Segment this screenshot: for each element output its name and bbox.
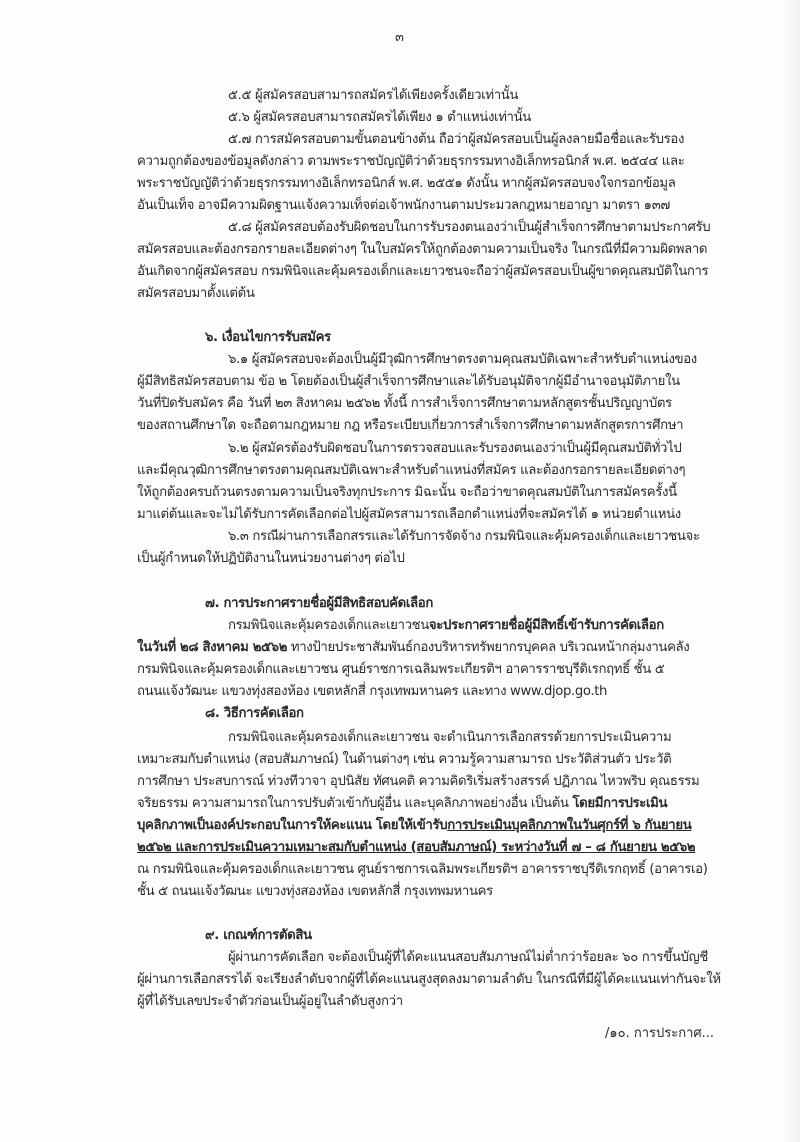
text-line bbox=[137, 793, 777, 815]
clause-6-3: ๖.๓ กรณีผ่านการเลือกสรรและได้รับการจัดจ้าง กรมพินิจและคุ้มครองเด็กและเยาวชนจะ bbox=[228, 529, 700, 544]
text-line: ของสถานศึกษาใด จะถือตามกฎหมาย กฎ หรือระเบียบเกี่ยวการสำเร็จการศึกษาตามหลักสูตรการศึกษา bbox=[137, 418, 684, 433]
text-line: ถนนแจ้งวัฒนะ แขวงทุ่งสองห้อง เขตหลักสี่ กรุงเทพมหานคร และทาง www.djop.go.th bbox=[137, 684, 608, 699]
clause-5-8: ๕.๘ ผู้สมัครสอบต้องรับผิดชอบในการรับรองตนเองว่าเป็นผู้สำเร็จการศึกษาตามประกาศรับ bbox=[228, 220, 711, 235]
text-span: ทางป้ายประชาสัมพันธ์กองบริหารทรัพยากรบุคคล บริเวณหน้ากลุ่มงานคลัง bbox=[287, 640, 690, 655]
section-heading-8: ๘. วิธีการคัดเลือก bbox=[205, 706, 304, 721]
clause-5-6: ๕.๖ ผู้สมัครสอบสามารถสมัครได้เพียง ๑ ตำแหน่งเท่านั้น bbox=[228, 110, 531, 125]
text-line: ความถูกต้องของข้อมูลดังกล่าว ตามพระราชบัญญัติว่าด้วยธุรกรรมทางอิเล็กทรอนิกส์ พ.ศ. ๒๕๔๔ และ bbox=[137, 154, 685, 169]
clause-5-5: ๕.๕ ผู้สมัครสอบสามารถสมัครได้เพียงครั้งเดียวเท่านั้น bbox=[228, 88, 519, 103]
text-span: กรมพินิจและคุ้มครองเด็กและเยาวชน bbox=[228, 618, 429, 633]
text-line: ผู้ที่ได้รับเลขประจำตัวก่อนเป็นผู้อยู่ในลำดับสูงกว่า bbox=[137, 994, 403, 1009]
text-line: เป็นผู้กำหนดให้ปฏิบัติงานในหน่วยงานต่างๆ ต่อไป bbox=[137, 551, 405, 566]
bold-text: บุคลิกภาพเป็นองค์ประกอบในการให้คะแนน โดยให้เข้ารับ bbox=[137, 818, 448, 833]
bold-text: โดยมีการประเมิน bbox=[572, 796, 668, 811]
underlined-date: การประเมินบุคลิกภาพในวันศุกร์ที่ ๖ กันยายน bbox=[447, 818, 692, 833]
text-line: การศึกษา ประสบการณ์ ท่วงทีวาจา อุปนิสัย ทัศนคติ ความคิดริเริ่มสร้างสรรค์ ปฏิภาณ ไหวพริบ คุณธรรม bbox=[137, 774, 700, 789]
bold-date: ในวันที่ ๒๘ สิงหาคม ๒๕๖๒ bbox=[137, 640, 288, 655]
text-span: จริยธรรม ความสามารถในการปรับตัวเข้ากับผู้อื่น และบุคลิกภาพอย่างอื่น เป็นต้น bbox=[137, 796, 573, 811]
text-line: อันเกิดจากผู้สมัครสอบ กรมพินิจและคุ้มครองเด็กและเยาวชนจะถือว่าผู้สมัครสอบเป็นผู้ขาดคุณสมบัติในการ bbox=[137, 264, 709, 279]
section-heading-7: ๗. การประกาศรายชื่อผู้มีสิทธิสอบคัดเลือก bbox=[205, 596, 433, 611]
text-line: สมัครสอบมาตั้งแต่ต้น bbox=[137, 286, 255, 301]
continuation-marker: /๑๐. การประกาศ... bbox=[605, 1026, 715, 1041]
selection-paragraph: กรมพินิจและคุ้มครองเด็กและเยาวชน จะดำเนินการเลือกสรรด้วยการประเมินความ bbox=[228, 730, 672, 745]
text-line: ผู้ผ่านการเลือกสรรได้ จะเรียงลำดับจากผู้ที่ได้คะแนนสูงสุดลงมาตามลำดับ ในกรณีที่มีผู้ได้คะแนนเท่ากันจะให้ bbox=[137, 972, 721, 987]
clause-6-2: ๖.๒ ผู้สมัครต้องรับผิดชอบในการตรวจสอบและรับรองตนเองว่าเป็นผู้มีคุณสมบัติทั่วไป bbox=[228, 441, 682, 456]
text-line: ณ กรมพินิจและคุ้มครองเด็กและเยาวชน ศูนย์ราชการเฉลิมพระเกียรติฯ อาคารราชบุรีดิเรกฤทธิ์ (อาคารเอ) bbox=[137, 862, 708, 877]
section-heading-6: ๖. เงื่อนไขการรับสมัคร bbox=[205, 330, 331, 345]
text-line bbox=[137, 637, 777, 659]
text-line bbox=[137, 815, 777, 837]
text-line: เหมาะสมกับตำแหน่ง (สอบสัมภาษณ์) ในด้านต่างๆ เช่น ความรู้ความสามารถ ประวัติส่วนตัว ประวัติ bbox=[137, 752, 672, 767]
underlined-date-line: ๒๕๖๒ และการประเมินความเหมาะสมกับตำแหน่ง (สอบสัมภาษณ์) ระหว่างวันที่ ๗ – ๘ กันยายน ๒๕๖๒ bbox=[137, 840, 696, 855]
page-number: ๓ bbox=[395, 30, 404, 45]
text-line: และมีคุณวุฒิการศึกษาตรงตามคุณสมบัติเฉพาะสำหรับตำแหน่งที่สมัคร และต้องกรอกรายละเอียดต่างๆ bbox=[137, 463, 686, 478]
announcement-paragraph bbox=[228, 615, 800, 637]
text-line: พระราชบัญญัติว่าด้วยธุรกรรมทางอิเล็กทรอนิกส์ พ.ศ. ๒๕๕๑ ดังนั้น หากผู้สมัครสอบจงใจกรอกข้อมูล bbox=[137, 176, 676, 191]
clause-6-1: ๖.๑ ผู้สมัครสอบจะต้องเป็นผู้มีวุฒิการศึกษาตรงตามคุณสมบัติเฉพาะสำหรับตำแหน่งของ bbox=[228, 352, 697, 367]
text-line: อันเป็นเท็จ อาจมีความผิดฐานแจ้งความเท็จต่อเจ้าพนักงานตามประมวลกฎหมายอาญา มาตรา ๑๓๗ bbox=[137, 198, 670, 213]
text-line: กรมพินิจและคุ้มครองเด็กและเยาวชน ศูนย์ราชการเฉลิมพระเกียรติฯ อาคารราชบุรีดิเรกฤทธิ์ ชั้น ๕ bbox=[137, 662, 665, 677]
criteria-paragraph: ผู้ผ่านการคัดเลือก จะต้องเป็นผู้ที่ได้คะแนนสอบสัมภาษณ์ไม่ต่ำกว่าร้อยละ ๖๐ การขึ้นบัญชี bbox=[228, 950, 709, 965]
text-line: สมัครสอบและต้องกรอกรายละเอียดต่างๆ ในใบสมัครให้ถูกต้องตามความเป็นจริง ในกรณีที่มีความผิดพลาด bbox=[137, 242, 708, 257]
section-heading-9: ๙. เกณฑ์การตัดสิน bbox=[205, 928, 312, 943]
clause-5-7: ๕.๗ การสมัครสอบตามขั้นตอนข้างต้น ถือว่าผู้สมัครสอบเป็นผู้ลงลายมือชื่อและรับรอง bbox=[228, 132, 685, 147]
text-line: ชั้น ๕ ถนนแจ้งวัฒนะ แขวงทุ่งสองห้อง เขตหลักสี่ กรุงเทพมหานคร bbox=[137, 884, 493, 899]
bold-text: จะประกาศรายชื่อผู้มีสิทธิ์เข้ารับการคัดเลือก bbox=[428, 618, 664, 633]
text-line: วันที่ปิดรับสมัคร คือ วันที่ ๒๓ สิงหาคม ๒๕๖๒ ทั้งนี้ การสำเร็จการศึกษาตามหลักสูตรชั้นปริญญาบัตร bbox=[137, 396, 672, 411]
scan-edge-shadow bbox=[780, 0, 800, 1142]
text-line: มาแต่ต้นและจะไม่ได้รับการคัดเลือกต่อไปผู้สมัครสามารถเลือกตำแหน่งที่จะสมัครได้ ๑ หน่วยตำแหน่ง bbox=[137, 507, 681, 522]
text-line: ผู้มีสิทธิสมัครสอบตาม ข้อ ๒ โดยต้องเป็นผู้สำเร็จการศึกษาและได้รับอนุมัติจากผู้มีอำนาจอนุมัติภายใน bbox=[137, 374, 680, 389]
text-line: ให้ถูกต้องครบถ้วนตรงตามความเป็นจริงทุกประการ มิฉะนั้น จะถือว่าขาดคุณสมบัติในการสมัครครั้งนี้ bbox=[137, 485, 677, 500]
